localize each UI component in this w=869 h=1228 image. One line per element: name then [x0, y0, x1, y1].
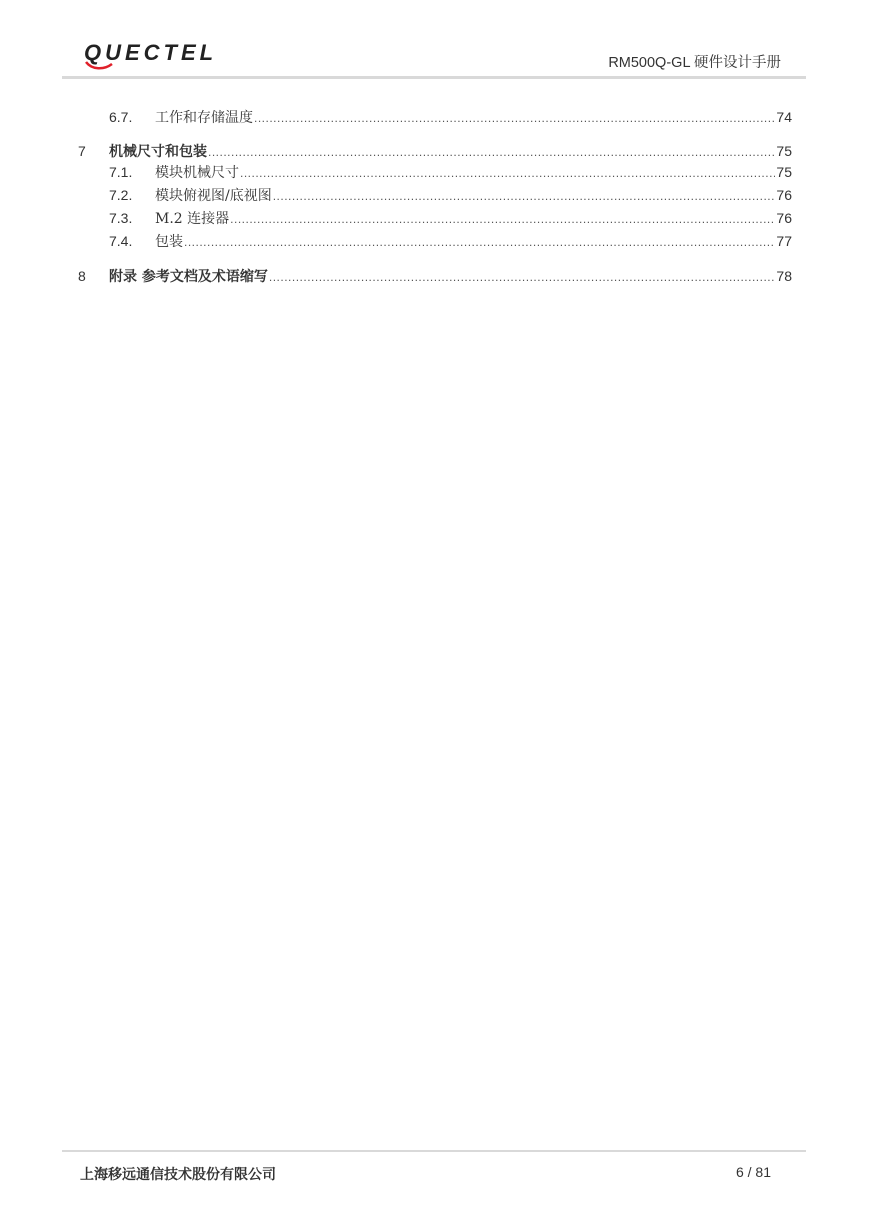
toc-entry-number: 7.3.	[109, 210, 133, 226]
company-name: 上海移远通信技术股份有限公司	[80, 1167, 276, 1183]
toc-entry-page: 75	[776, 143, 792, 159]
toc-entry-number: 7	[78, 143, 86, 159]
quectel-logo	[82, 40, 262, 72]
toc-entry[interactable]	[78, 208, 792, 228]
toc-entry-page: 77	[776, 233, 792, 249]
toc-entry[interactable]	[78, 266, 792, 286]
toc-entry[interactable]	[78, 141, 792, 161]
header-divider	[62, 76, 806, 79]
toc-entry-page: 74	[776, 109, 792, 125]
toc-leader-dots	[240, 163, 775, 183]
toc-entry-page: 76	[776, 187, 792, 203]
toc-entry-number: 7.2.	[109, 187, 133, 203]
toc-entry[interactable]	[78, 185, 792, 205]
toc-entry-title: 附录 参考文档及术语缩写	[109, 269, 268, 285]
toc-entry-page: 75	[776, 164, 792, 180]
toc-entry-title: 包装	[155, 234, 183, 250]
footer-divider	[62, 1150, 806, 1152]
toc-leader-dots	[184, 232, 775, 252]
toc-leader-dots	[230, 209, 775, 229]
quectel-logo-graphic	[82, 40, 262, 72]
document-title: RM500Q-GL 硬件设计手册	[608, 55, 781, 71]
toc-entry[interactable]	[78, 107, 792, 127]
toc-entry-title: 工作和存储温度	[155, 110, 253, 126]
toc-entry-title: 模块俯视图/底视图	[155, 188, 272, 204]
toc-leader-dots	[269, 267, 776, 287]
toc-entry-page: 76	[776, 210, 792, 226]
toc-entry-title: 机械尺寸和包装	[109, 144, 207, 160]
toc-entry-title: 模块机械尺寸	[155, 165, 239, 181]
toc-entry-page: 78	[776, 268, 792, 284]
toc-leader-dots	[254, 108, 775, 128]
toc-entry[interactable]	[78, 162, 792, 182]
toc-entry-number: 7.4.	[109, 233, 133, 249]
logo-wordmark: QUECTEL	[84, 40, 218, 65]
page-number: 6 / 81	[735, 1164, 771, 1180]
toc-entry-number: 7.1.	[109, 164, 133, 180]
toc-entry-title: M.2 连接器	[155, 211, 230, 227]
toc-entry[interactable]	[78, 231, 792, 251]
toc-leader-dots	[273, 186, 776, 206]
toc-entry-number: 8	[78, 268, 86, 284]
toc-entry-number: 6.7.	[109, 109, 133, 125]
toc-leader-dots	[208, 142, 775, 162]
